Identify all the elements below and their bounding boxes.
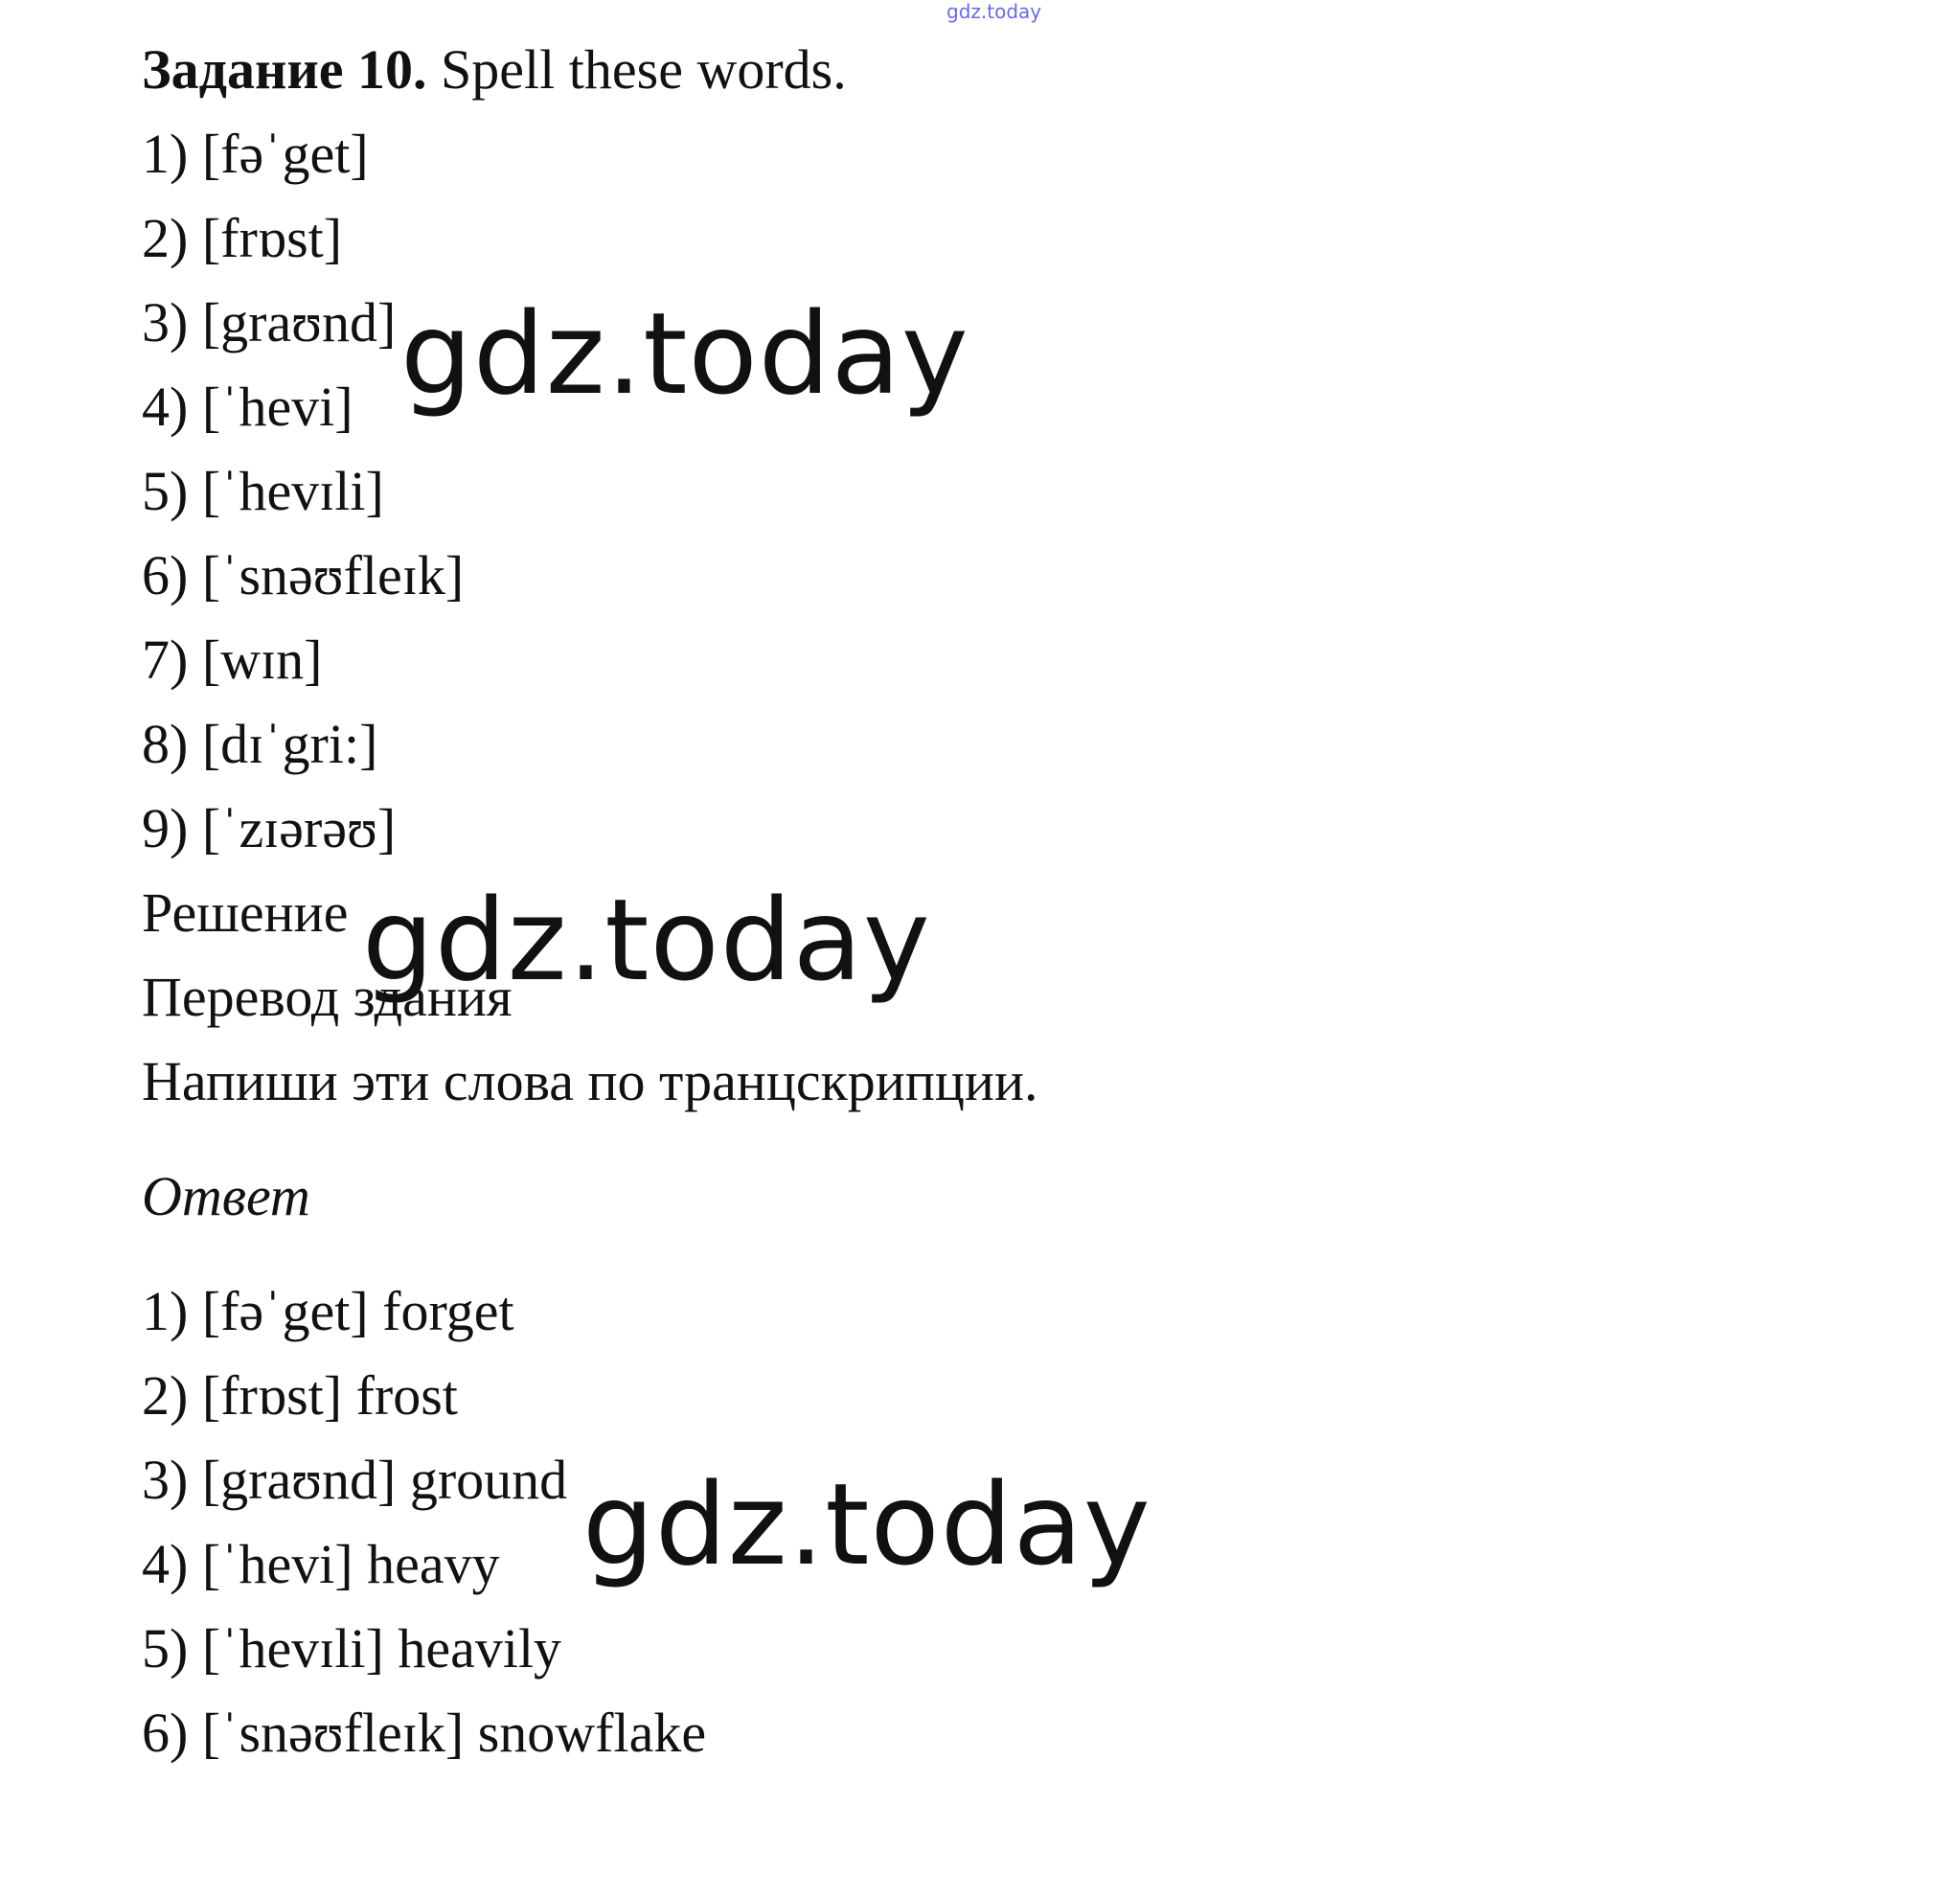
- task-item: 5) [ˈhevɪli]: [142, 460, 384, 522]
- answer-item: 2) [frɒst] frost: [142, 1364, 458, 1427]
- answer-item: 3) [graʊnd] ground: [142, 1449, 568, 1511]
- answer-item: 1) [fəˈget] forget: [142, 1280, 514, 1342]
- answer-heading: Ответ: [142, 1165, 310, 1227]
- watermark: gdz.today: [400, 287, 969, 420]
- top-watermark: gdz.today: [946, 0, 1042, 23]
- task-item: 9) [ˈzɪərəʊ]: [142, 797, 397, 859]
- watermark: gdz.today: [362, 874, 931, 1006]
- task-item: 6) [ˈsnəʊfleɪk]: [142, 544, 465, 606]
- task-header: [142, 38, 847, 101]
- translation-text: Напиши эти слова по транцскрипции.: [142, 1050, 1038, 1112]
- task-item: 2) [frɒst]: [142, 207, 343, 269]
- task-item: 8) [dɪˈgri:]: [142, 713, 378, 775]
- solution-heading: Решение: [142, 881, 349, 944]
- task-item: 1) [fəˈget]: [142, 123, 369, 185]
- task-item: 3) [graʊnd]: [142, 291, 397, 354]
- translation-heading: Перевод здания: [142, 966, 513, 1028]
- task-item: 7) [wɪn]: [142, 629, 323, 691]
- answer-item: 4) [ˈhevi] heavy: [142, 1533, 500, 1595]
- task-item: 4) [ˈhevi]: [142, 376, 353, 438]
- task-number-label: Задание 10.: [142, 38, 427, 101]
- task-instruction: Spell these words.: [441, 38, 847, 101]
- answer-item: 6) [ˈsnəʊfleɪk] snowflake: [142, 1702, 707, 1764]
- answer-item: 5) [ˈhevɪli] heavily: [142, 1617, 562, 1680]
- watermark: gdz.today: [582, 1458, 1151, 1590]
